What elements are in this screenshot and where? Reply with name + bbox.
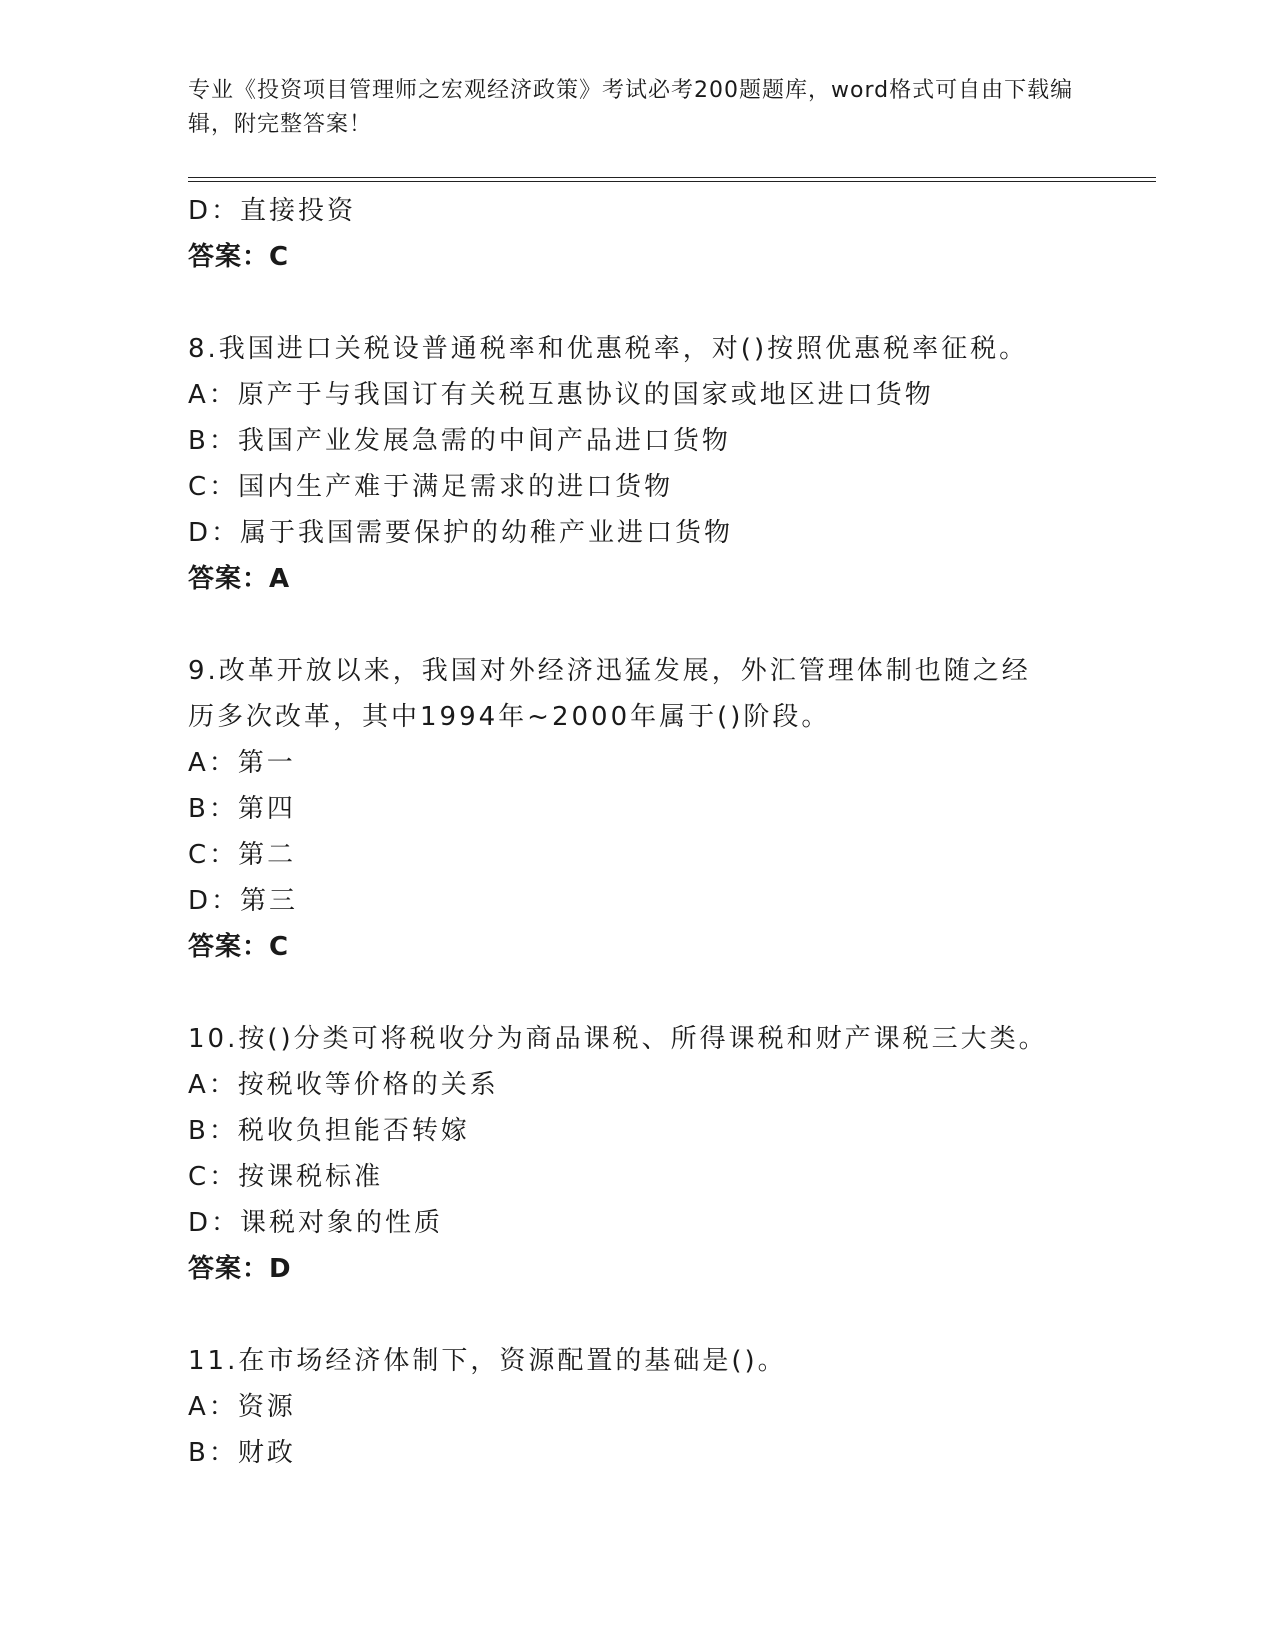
- question-stem: 8.我国进口关税设普通税率和优惠税率，对()按照优惠税率征税。: [188, 334, 1029, 364]
- question-11: [188, 1338, 1148, 1476]
- option-a: A：第一: [188, 748, 296, 778]
- question-stem: 10.按()分类可将税收分为商品课税、所得课税和财产课税三大类。: [188, 1024, 1048, 1054]
- option-b: B：财政: [188, 1438, 296, 1468]
- option-a: A：按税收等价格的关系: [188, 1070, 499, 1100]
- option-d: D：课税对象的性质: [188, 1208, 444, 1238]
- question-9: [188, 648, 1148, 970]
- header-divider: [188, 177, 1156, 182]
- option-b: B：税收负担能否转嫁: [188, 1116, 470, 1146]
- carryover-answer: 答案：C: [188, 242, 290, 272]
- question-stem: 11.在市场经济体制下，资源配置的基础是()。: [188, 1346, 787, 1376]
- option-d: D：第三: [188, 886, 299, 916]
- option-a: A：资源: [188, 1392, 296, 1422]
- option-c: C：按课税标准: [188, 1162, 384, 1192]
- answer: 答案：D: [188, 1254, 292, 1284]
- option-c: C：第二: [188, 840, 297, 870]
- carryover-option-d: D：直接投资: [188, 196, 357, 226]
- page-header-title: 专业《投资项目管理师之宏观经济政策》考试必考200题题库，word格式可自由下载编辑，附完整答案！: [188, 78, 1074, 137]
- option-a: A：原产于与我国订有关税互惠协议的国家或地区进口货物: [188, 380, 934, 410]
- option-d: D：属于我国需要保护的幼稚产业进口货物: [188, 518, 734, 548]
- question-10: [188, 1016, 1148, 1292]
- question-8: [188, 326, 1148, 602]
- answer: 答案：A: [188, 564, 291, 594]
- option-c: C：国内生产难于满足需求的进口货物: [188, 472, 674, 502]
- answer: 答案：C: [188, 932, 290, 962]
- option-b: B：第四: [188, 794, 296, 824]
- question-list: [188, 188, 1148, 1476]
- question-stem: 9.改革开放以来，我国对外经济迅猛发展，外汇管理体制也随之经历多次改革，其中1994年~2000年属于()阶段。: [188, 656, 1031, 732]
- option-b: B：我国产业发展急需的中间产品进口货物: [188, 426, 731, 456]
